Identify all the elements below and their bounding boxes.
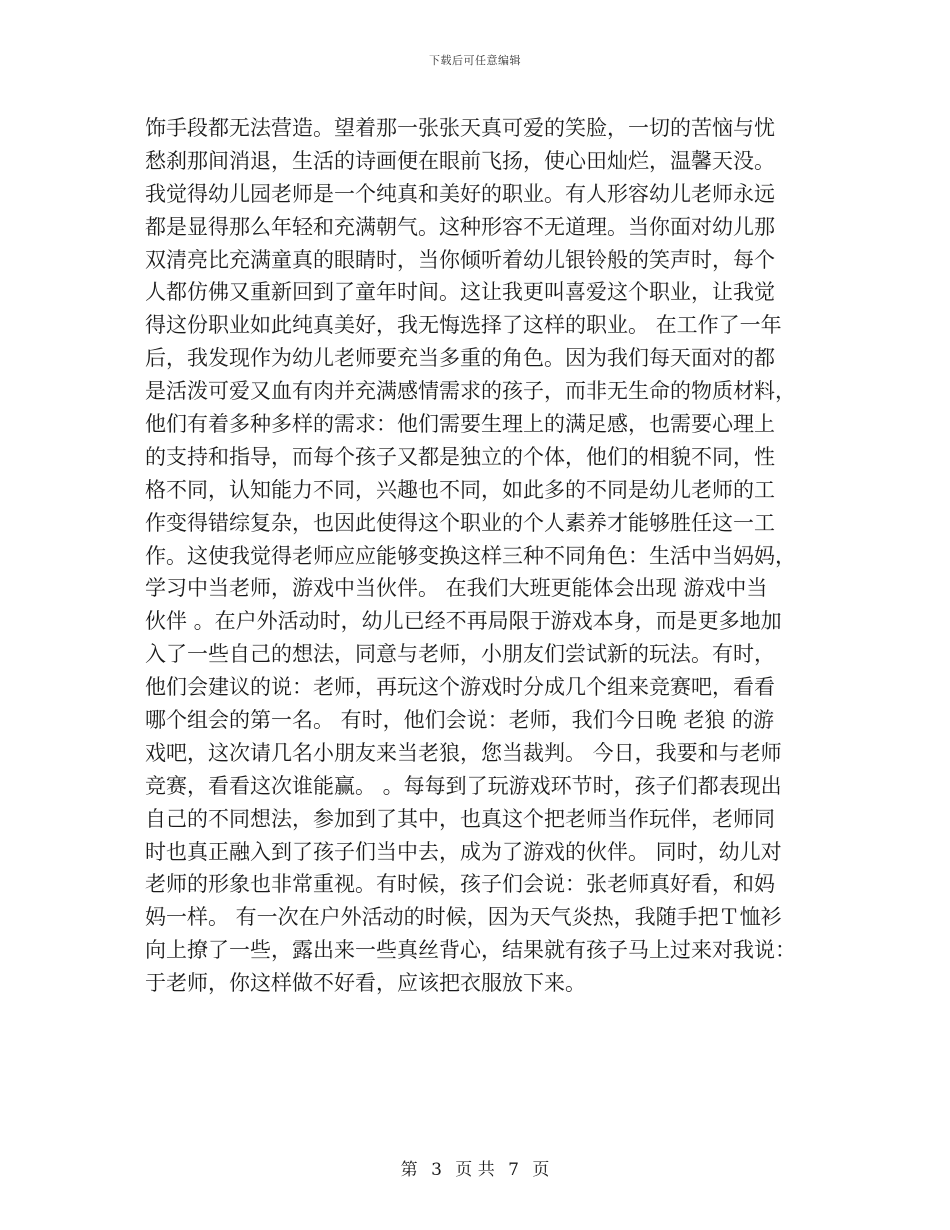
- text-line: 人都仿佛又重新回到了童年时间。这让我更叫喜爱这个职业，让我觉: [145, 280, 775, 305]
- text-line: 我觉得幼儿园老师是一个纯真和美好的职业。有人形容幼儿老师永远: [145, 181, 775, 206]
- text-line: 作变得错综复杂，也因此使得这个职业的个人素养才能够胜任这一工: [145, 510, 775, 535]
- text-line: 向上撩了一些，露出来一些真丝背心，结果就有孩子马上过来对我说：: [145, 938, 796, 963]
- text-line: 得这份职业如此纯真美好，我无悔选择了这样的职业。 在工作了一年: [145, 313, 782, 338]
- text-line: 自己的不同想法，参加到了其中，也真这个把老师当作玩伴，老师同: [145, 806, 775, 831]
- text-line: 哪个组会的第一名。 有时，他们会说：老师，我们今日晚 老狼 的游: [145, 708, 775, 733]
- text-line: 伙伴 。在户外活动时，幼儿已经不再局限于游戏本身，而是更多地加: [145, 609, 782, 634]
- page-number: 3: [431, 1160, 442, 1180]
- page-footer: [0, 1155, 950, 1180]
- page-header: 下载后可任意编辑: [429, 54, 521, 67]
- text-line: 于老师，你这样做不好看，应该把衣服放下来。: [145, 971, 586, 996]
- text-line: 老师的形象也非常重视。有时候，孩子们会说：张老师真好看，和妈: [145, 872, 775, 897]
- page-number-prefix: 第: [400, 1160, 418, 1180]
- text-line: 后，我发现作为幼儿老师要充当多重的角色。因为我们每天面对的都: [145, 346, 775, 371]
- page-number-middle: 页 共: [455, 1160, 495, 1180]
- text-line: 作。这使我觉得老师应应能够变换这样三种不同角色：生活中当妈妈，: [145, 543, 796, 568]
- text-line: 格不同，认知能力不同，兴趣也不同，如此多的不同是幼儿老师的工: [145, 477, 775, 502]
- text-line: 是活泼可爱又血有肉并充满感情需求的孩子，而非无生命的物质材料，: [145, 379, 796, 404]
- text-line: 入了一些自己的想法，同意与老师，小朋友们尝试新的玩法。有时，: [145, 642, 775, 667]
- text-line: 的支持和指导，而每个孩子又都是独立的个体，他们的相貌不同，性: [145, 444, 775, 469]
- text-line: 他们会建议的说：老师，再玩这个游戏时分成几个组来竞赛吧，看看: [145, 675, 775, 700]
- text-line: 他们有着多种多样的需求：他们需要生理上的满足感，也需要心理上: [145, 412, 775, 437]
- text-line: 妈一样。 有一次在户外活动的时候，因为天气炎热，我随手把Ｔ恤衫: [145, 905, 782, 930]
- text-line: 学习中当老师，游戏中当伙伴。 在我们大班更能体会出现 游戏中当: [145, 576, 768, 601]
- text-line: 饰手段都无法营造。望着那一张张天真可爱的笑脸，一切的苦恼与忧: [145, 116, 775, 140]
- text-line: 竞赛，看看这次谁能赢。 。每每到了玩游戏环节时，孩子们都表现出: [145, 773, 782, 798]
- text-line: 双清亮比充满童真的眼睛时，当你倾听着幼儿银铃般的笑声时，每个: [145, 247, 775, 272]
- text-line: 都是显得那么年轻和充满朝气。这种形容不无道理。当你面对幼儿那: [145, 214, 775, 239]
- page-total: 7: [508, 1160, 519, 1180]
- text-line: 戏吧，这次请几名小朋友来当老狼，您当裁判。 今日，我要和与老师: [145, 740, 782, 765]
- page-number-suffix: 页: [532, 1160, 550, 1180]
- document-body: [145, 112, 817, 1000]
- text-line: 时也真正融入到了孩子们当中去，成为了游戏的伙伴。 同时，幼儿对: [145, 839, 782, 864]
- text-line: 愁刹那间消退，生活的诗画便在眼前飞扬，使心田灿烂，温馨天没。: [145, 148, 775, 173]
